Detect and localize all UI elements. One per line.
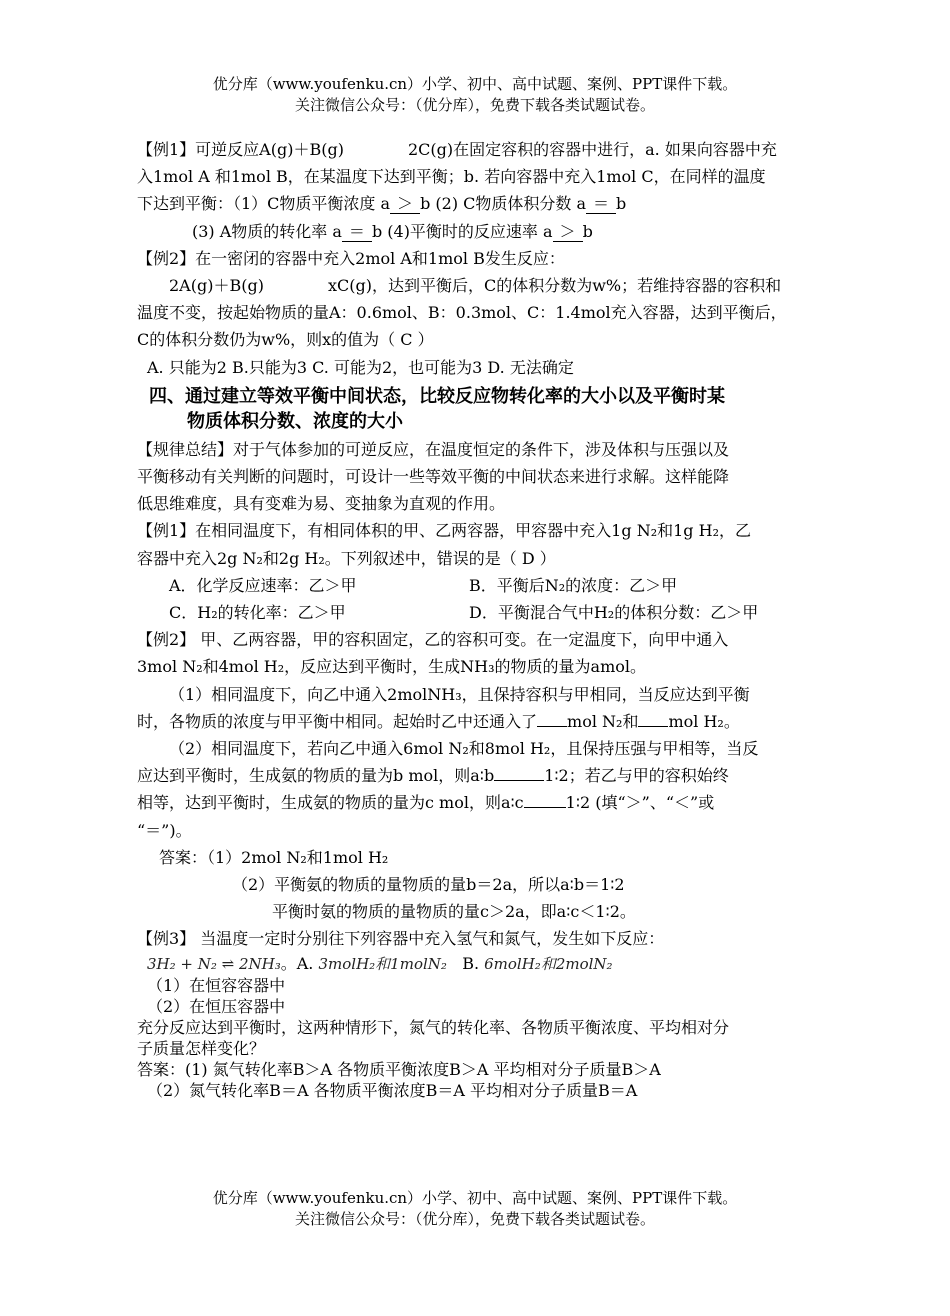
s3-example1-line2: 入1mol A 和1mol B，在某温度下达到平衡；b. 若向容器中充入1mol C，在同样的温度 <box>137 167 766 187</box>
option-b: B．平衡后N₂的浓度：乙＞甲 <box>469 575 678 595</box>
s4-example2-part1-line1: （1）相同温度下，向乙中通入2molNH₃，且保持容积与甲相同，当反应达到平衡 <box>169 684 750 704</box>
s4-example3-equation-line: 3H₂ + N₂ ⇌ 2NH₃。A. 3molH₂和1molN₂ B. 6molH₂和2molN₂ <box>147 953 613 973</box>
rule-summary-line1: 【规律总结】对于气体参加的可逆反应，在温度恒定的条件下，涉及体积与压强以及 <box>137 439 730 459</box>
s4-example2-part2-line4: “＝”)。 <box>137 820 192 840</box>
rule-summary-line2: 平衡移动有关判断的问题时，可设计一些等效平衡的中间状态来进行求解。这样能降 <box>137 467 730 487</box>
reaction-equation: 3H₂ + N₂ ⇌ 2NH₃ <box>147 954 281 973</box>
answer-blank <box>524 807 566 808</box>
s4-example2-line1: 【例2】 甲、乙两容器，甲的容积固定，乙的容积可变。在一定温度下，向甲中通入 <box>137 630 729 650</box>
answer-blank: ＞ <box>553 223 583 242</box>
s3-example2-line3: 温度不变，按起始物质的量A：0.6mol、B：0.3mol、C：1.4mol充入容器，达到平衡后， <box>137 303 787 323</box>
header-line-2: 关注微信公众号：（优分库），免费下载各类试题试卷。 <box>294 96 655 114</box>
s4-example1-options-cd <box>137 599 827 626</box>
s4-example3-line1: 【例3】 当温度一定时分别往下列容器中充入氢气和氮气，发生如下反应： <box>137 929 665 949</box>
s4-example1-options-ab <box>137 572 827 599</box>
option-b-formula: 6molH₂和2molN₂ <box>484 954 613 973</box>
document-body <box>137 136 827 1101</box>
s3-example2-line1: 【例2】在一密闭的容器中充入2mol A和1mol B发生反应： <box>137 248 565 268</box>
rule-summary-line3: 低思维难度，具有变难为易、变抽象为直观的作用。 <box>137 494 506 514</box>
s4-example1-line2: 容器中充入2g N₂和2g H₂。下列叙述中，错误的是（ D ） <box>137 548 556 568</box>
s3-example2-line4: C的体积分数仍为w%，则x的值为（ C ） <box>137 330 434 350</box>
answer-blank <box>638 726 668 727</box>
s4-example3-answer-line1: 答案：(1) 氮气转化率B＞A 各物质平衡浓度B＞A 平均相对分子质量B＞A <box>137 1059 661 1079</box>
page-footer <box>0 1188 950 1230</box>
s4-example1-line1: 【例1】在相同温度下，有相同体积的甲、乙两容器，甲容器中充入1g N₂和1g H₂，乙 <box>137 521 751 541</box>
s3-example2-line2: 2A(g)＋B(g) xC(g)，达到平衡后，C的体积分数为w%；若维持容器的容积和 <box>169 276 782 296</box>
s4-example2-answer-line3: 平衡时氨的物质的量物质的量c＞2a，即a∶c＜1∶2。 <box>272 902 636 922</box>
s4-example2-part2-line1: （2）相同温度下，若向乙中通入6mol N₂和8mol H₂，且保持压强与甲相等，当反 <box>169 739 759 759</box>
s4-example2-part1-line2: 时，各物质的浓度与甲平衡中相同。起始时乙中还通入了 mol N₂和 mol H₂。 <box>137 711 740 731</box>
answer-blank <box>537 726 567 727</box>
s3-example1-line1: 【例1】可逆反应A(g)＋B(g) 2C(g)在固定容积的容器中进行，a. 如果向容器中充 <box>137 140 777 159</box>
s4-example2-answer-line1: 答案：（1）2mol N₂和1mol H₂ <box>159 847 389 867</box>
answer-blank: ＞ <box>390 195 420 214</box>
option-a: A．化学反应速率：乙＞甲 <box>169 575 357 595</box>
s3-example1-line3: 下达到平衡：（1）C物质平衡浓度 a ＞ b (2) C物质体积分数 a ＝ b <box>137 194 627 214</box>
s4-example3-answer-line2: （2）氮气转化率B＝A 各物质平衡浓度B＝A 平均相对分子质量B＝A <box>147 1080 638 1100</box>
option-d: D．平衡混合气中H₂的体积分数：乙＞甲 <box>469 603 759 623</box>
footer-line-2: 关注微信公众号：（优分库），免费下载各类试题试卷。 <box>294 1210 655 1228</box>
s4-example2-part2-line2: 应达到平衡时，生成氨的物质的量为b mol，则a∶b 1∶2；若乙与甲的容积始终 <box>137 766 729 786</box>
s4-example3-case1: （1）在恒容容器中 <box>147 975 286 995</box>
header-line-1: 优分库（www.youfenku.cn）小学、初中、高中试题、案例、PPT课件下载。 <box>212 75 738 93</box>
s4-example2-answer-line2: （2）平衡氨的物质的量物质的量b＝2a，所以a∶b＝1∶2 <box>232 875 625 895</box>
footer-line-1: 优分库（www.youfenku.cn）小学、初中、高中试题、案例、PPT课件下载。 <box>212 1189 738 1207</box>
option-a-formula: 3molH₂和1molN₂ <box>318 954 447 973</box>
s4-example3-question-line2: 子质量怎样变化？ <box>137 1038 266 1058</box>
answer-blank <box>494 780 544 781</box>
page-header <box>0 74 950 116</box>
answer-blank: ＝ <box>586 195 616 214</box>
s4-example3-case2: （2）在恒压容器中 <box>147 996 286 1016</box>
option-c: C．H₂的转化率：乙＞甲 <box>169 603 346 623</box>
s3-example2-options: A. 只能为2 B.只能为3 C. 可能为2，也可能为3 D. 无法确定 <box>147 357 574 377</box>
s4-example3-question-line1: 充分反应达到平衡时，这两种情形下，氮气的转化率、各物质平衡浓度、平均相对分 <box>137 1017 730 1037</box>
answer-blank: ＝ <box>342 223 372 242</box>
s4-example2-part2-line3: 相等，达到平衡时，生成氨的物质的量为c mol，则a∶c 1∶2 (填“＞”、“＜”或 <box>137 793 715 813</box>
section4-title: 四、通过建立等效平衡中间状态，比较反应物转化率的大小以及平衡时某 物质体积分数、浓度的大小 <box>149 385 725 432</box>
s3-example1-line4: (3) A物质的转化率 a ＝ b (4)平衡时的反应速率 a ＞ b <box>192 221 593 241</box>
s4-example2-line2: 3mol N₂和4mol H₂，反应达到平衡时，生成NH₃的物质的量为amol。 <box>137 657 646 677</box>
